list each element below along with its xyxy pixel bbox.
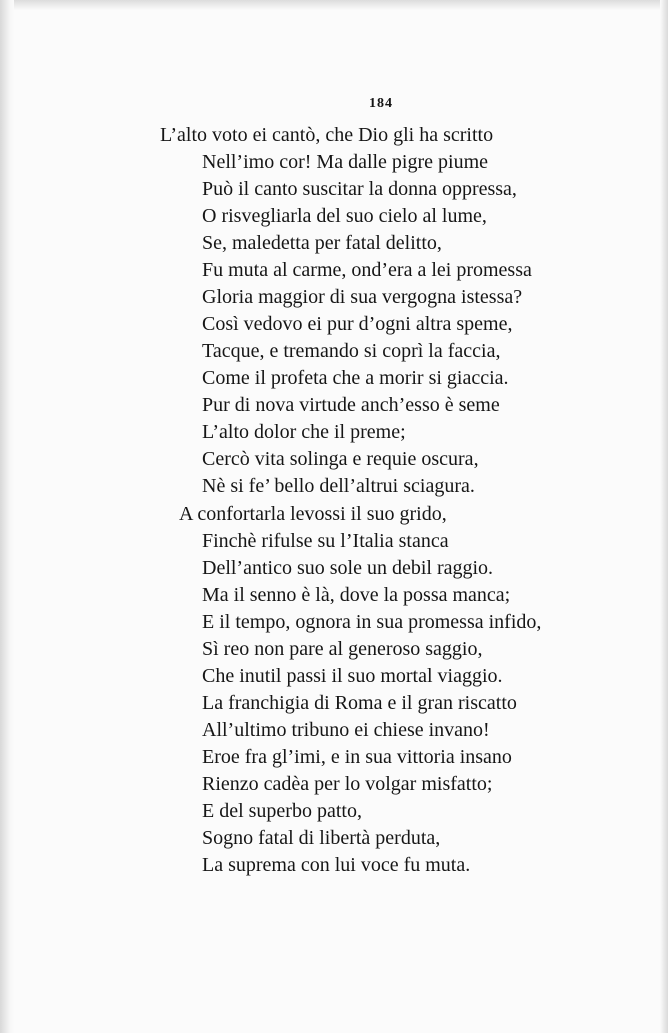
verse-line: Come il profeta che a morir si giaccia.	[202, 367, 509, 389]
page-top-shadow	[0, 0, 668, 10]
verse-line: A confortarla levossi il suo grido,	[179, 503, 447, 525]
verse-line: Che inutil passi il suo mortal viaggio.	[202, 665, 503, 687]
verse-line: Fu muta al carme, ond’era a lei promessa	[202, 259, 532, 281]
page-right-shadow	[660, 0, 668, 1033]
page-number: 184	[369, 96, 393, 111]
verse-line: Sogno fatal di libertà perduta,	[202, 827, 441, 849]
verse-line: Nè si fe’ bello dell’altrui sciagura.	[202, 475, 475, 497]
verse-line: L’alto dolor che il preme;	[202, 421, 406, 443]
verse-line: All’ultimo tribuno ei chiese invano!	[202, 719, 490, 741]
verse-line: Pur di nova virtude anch’esso è seme	[202, 394, 500, 416]
verse-line: Nell’imo cor! Ma dalle pigre piume	[202, 151, 489, 173]
verse-line: La franchigia di Roma e il gran riscatto	[202, 692, 517, 714]
verse-line: Gloria maggior di sua vergogna istessa?	[202, 286, 523, 308]
verse-line: Cercò vita solinga e requie oscura,	[202, 448, 479, 470]
verse-line: Finchè rifulse su l’Italia stanca	[202, 530, 449, 552]
verse-line: E del superbo patto,	[202, 800, 362, 822]
verse-line: Dell’antico suo sole un debil raggio.	[202, 557, 494, 579]
verse-line: L’alto voto ei cantò, che Dio gli ha scritto	[160, 124, 494, 146]
verse-line: Sì reo non pare al generoso saggio,	[202, 638, 483, 660]
page-left-shadow	[0, 0, 14, 1033]
verse-line: Così vedovo ei pur d’ogni altra speme,	[202, 313, 513, 335]
verse-line: Rienzo cadèa per lo volgar misfatto;	[202, 773, 493, 795]
verse-line: Ma il senno è là, dove la possa manca;	[202, 584, 511, 606]
verse-line: Se, maledetta per fatal delitto,	[202, 232, 442, 254]
verse-line: Eroe fra gl’imi, e in sua vittoria insano	[202, 746, 512, 768]
verse-line: La suprema con lui voce fu muta.	[202, 854, 471, 876]
verse-line: Tacque, e tremando si coprì la faccia,	[202, 340, 501, 362]
verse-line: E il tempo, ognora in sua promessa infido,	[202, 611, 542, 633]
verse-line: O risvegliarla del suo cielo al lume,	[202, 205, 487, 227]
verse-line: Può il canto suscitar la donna oppressa,	[202, 178, 517, 200]
